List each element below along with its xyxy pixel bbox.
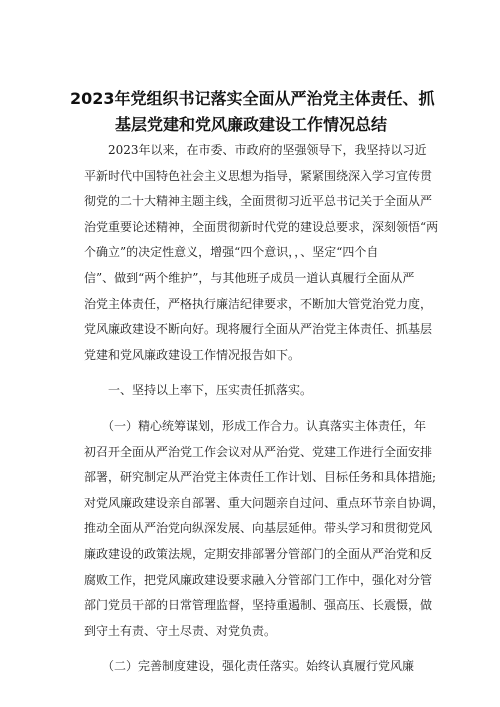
text-line: 推动全面从严治党向纵深发展、向基层延伸。带头学习和贯彻党风	[84, 521, 433, 536]
document-title	[70, 86, 435, 137]
text-line: 一、坚持以上率下，压实责任抓落实。	[84, 383, 313, 398]
text-line: 党风廉政建设不断向好。现将履行全面从严治党主体责任、抓基层	[84, 322, 433, 337]
paragraph-gap	[84, 404, 424, 414]
text-line: 平新时代中国特色社会主义思想为指导，紧紧围绕深入学习宣传贯	[84, 168, 433, 183]
text-line: 2023年以来，在市委、市政府的坚强领导下，我坚持以习近	[84, 143, 427, 157]
paragraph-intro	[84, 138, 439, 368]
text-line: 腐败工作，把党风廉政建设要求融入分管部门工作中，强化对分管	[84, 572, 433, 587]
text-line: （二）完善制度建设，强化责任落实。始终认真履行党风廉	[84, 659, 415, 674]
text-line: 部门党员干部的日常管理监督，坚持重遏制、强高压、长震慑，做	[84, 598, 433, 613]
text-line: 部署，研究制定从严治党主体责任工作计划、目标任务和具体措施;	[84, 470, 437, 485]
paragraph-section-1	[84, 414, 445, 644]
text-line: （一）精心统筹谋划，形成工作合力。认真落实主体责任，年	[84, 418, 427, 433]
paragraph-gap	[84, 368, 424, 378]
text-line: 个确立”的决定性意义，增强“四个意识，，、坚定“四个自	[84, 245, 379, 260]
text-line: 党建和党风廉政建设工作情况报告如下。	[84, 347, 301, 362]
paragraph-section-2	[84, 654, 424, 680]
text-line: 初召开全面从严治党工作会议对从严治党、党建工作进行全面安排	[84, 444, 433, 459]
text-line: 治党重要论述精神，全面贯彻新时代党的建设总要求，深刻领悟“两	[84, 219, 439, 234]
text-line: 信”、做到“两个维护”，与其他班子成员一道认真履行全面从严	[84, 270, 415, 285]
title-line: 2023年党组织书记落实全面从严治党主体责任、抓	[70, 89, 435, 108]
document-body	[84, 138, 445, 680]
text-line: 彻党的二十大精神主题主线，全面贯彻习近平总书记关于全面从严	[84, 194, 433, 209]
text-line: 治党主体责任，严格执行廉洁纪律要求，不断加大管党治党力度，	[84, 296, 433, 311]
paragraph-gap	[84, 644, 424, 654]
text-line: 廉政建设的政策法规，定期安排部署分管部门的全面从严治党和反	[84, 546, 433, 561]
section-heading	[84, 378, 424, 404]
text-line: 对党风廉政建设亲自部署、重大问题亲自过问、重点环节亲自协调，	[84, 495, 445, 510]
title-line: 基层党建和党风廉政建设工作情况总结	[114, 114, 387, 134]
text-line: 到守土有责、守土尽责、对党负责。	[84, 623, 277, 638]
